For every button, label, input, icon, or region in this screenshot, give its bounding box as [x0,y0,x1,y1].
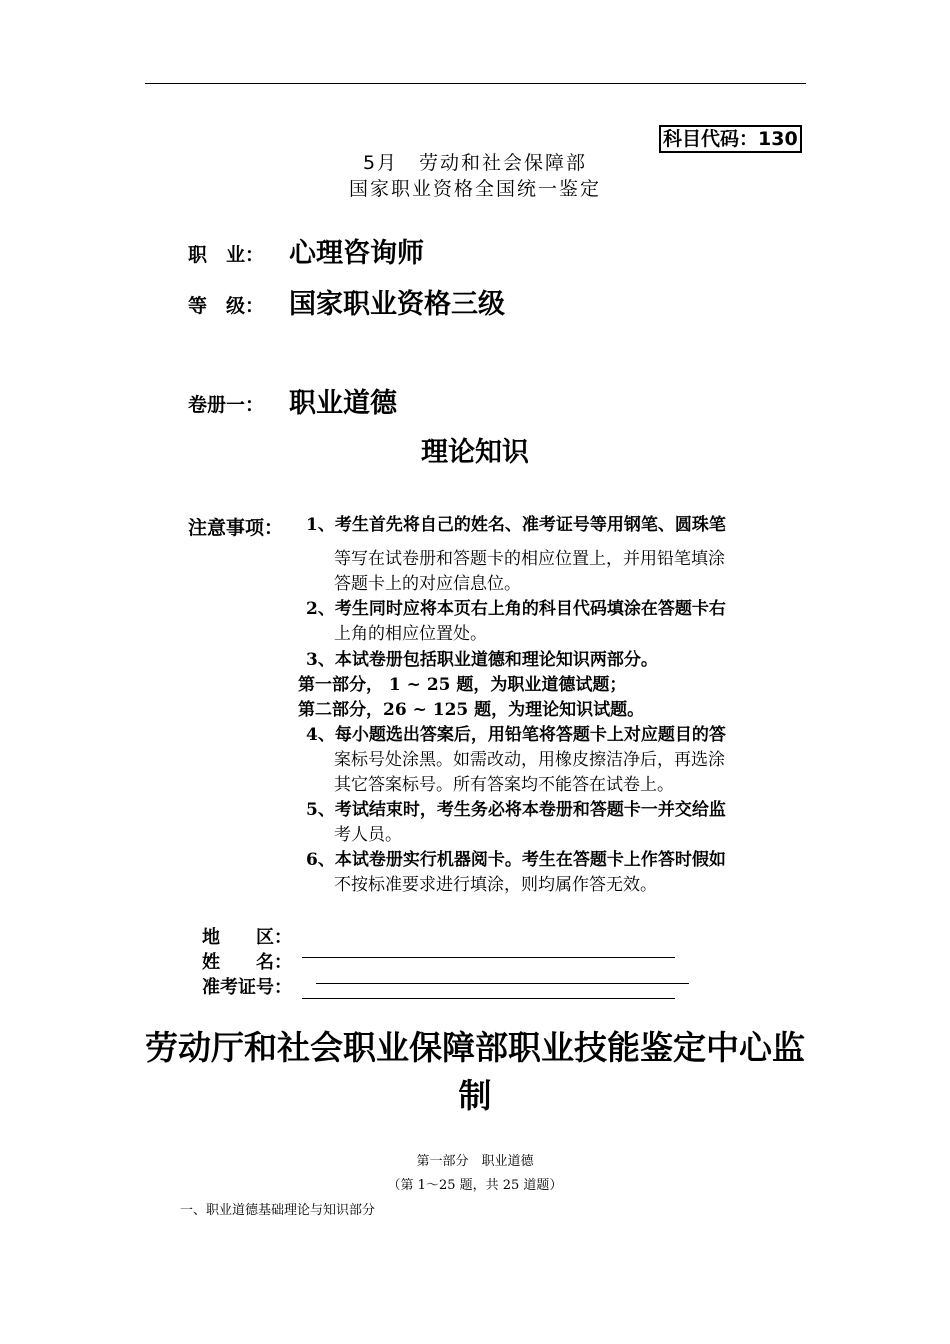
exam-id-label: 准考证号： [202,977,292,998]
exam-id-underline[interactable] [302,998,675,999]
name-underline[interactable] [316,983,689,984]
part-title: 第一部分 职业道德 [416,1154,534,1169]
part-range: （第 1～25 题，共 25 道题） [387,1178,563,1193]
notes-label: 注意事项： [188,517,284,539]
note-line: 3、本试卷册包括职业道德和理论知识两部分。 [306,650,658,670]
note-line: 第一部分， 1 ~ 25 题，为职业道德试题； [298,675,627,695]
note-line: 考人员。 [334,825,402,845]
note-line: 5、考试结束时，考生务必将本卷册和答题卡一并交给监 [306,800,726,820]
region-label: 地 区： [202,927,292,948]
note-line: 第二部分，26 ~ 125 题，为理论知识试题。 [298,700,645,720]
subject-code-box: 科目代码：130 [659,125,802,153]
section-heading: 一、职业道德基础理论与知识部分 [180,1203,376,1218]
note-line: 2、考生同时应将本页右上角的科目代码填涂在答题卡右 [306,599,726,619]
header-line-1: 5月 劳动和社会保障部 [362,152,588,174]
occupation-value: 心理咨询师 [289,238,424,269]
note-line: 案标号处涂黑。如需改动，用橡皮擦洁净后，再选涂 [334,750,725,770]
note-line: 其它答案标号。所有答案均不能答在试卷上。 [334,775,674,795]
note-line: 上角的相应位置处。 [334,624,487,644]
note-line: 等写在试卷册和答题卡的相应位置上，并用铅笔填涂 [334,549,725,569]
org-line-2: 制 [458,1076,492,1115]
name-label: 姓 名： [202,952,292,973]
top-rule [145,83,806,84]
note-line: 答题卡上的对应信息位。 [334,574,521,594]
level-value: 国家职业资格三级 [289,289,505,320]
note-line: 6、本试卷册实行机器阅卡。考生在答题卡上作答时假如 [306,850,726,870]
org-line-1: 劳动厅和社会职业保障部职业技能鉴定中心监 [145,1028,805,1067]
header-line-2: 国家职业资格全国统一鉴定 [348,178,601,200]
occupation-label: 职 业： [188,244,265,266]
region-underline[interactable] [302,957,675,958]
volume-value: 职业道德 [289,388,397,419]
volume-label: 卷册一： [188,394,265,416]
subtitle: 理论知识 [421,437,529,468]
note-line: 1、考生首先将自己的姓名、准考证号等用钢笔、圆珠笔 [306,515,726,535]
note-line: 4、每小题选出答案后，用铅笔将答题卡上对应题目的答 [306,725,726,745]
level-label: 等 级： [188,295,265,317]
note-line: 不按标准要求进行填涂，则均属作答无效。 [334,875,657,895]
